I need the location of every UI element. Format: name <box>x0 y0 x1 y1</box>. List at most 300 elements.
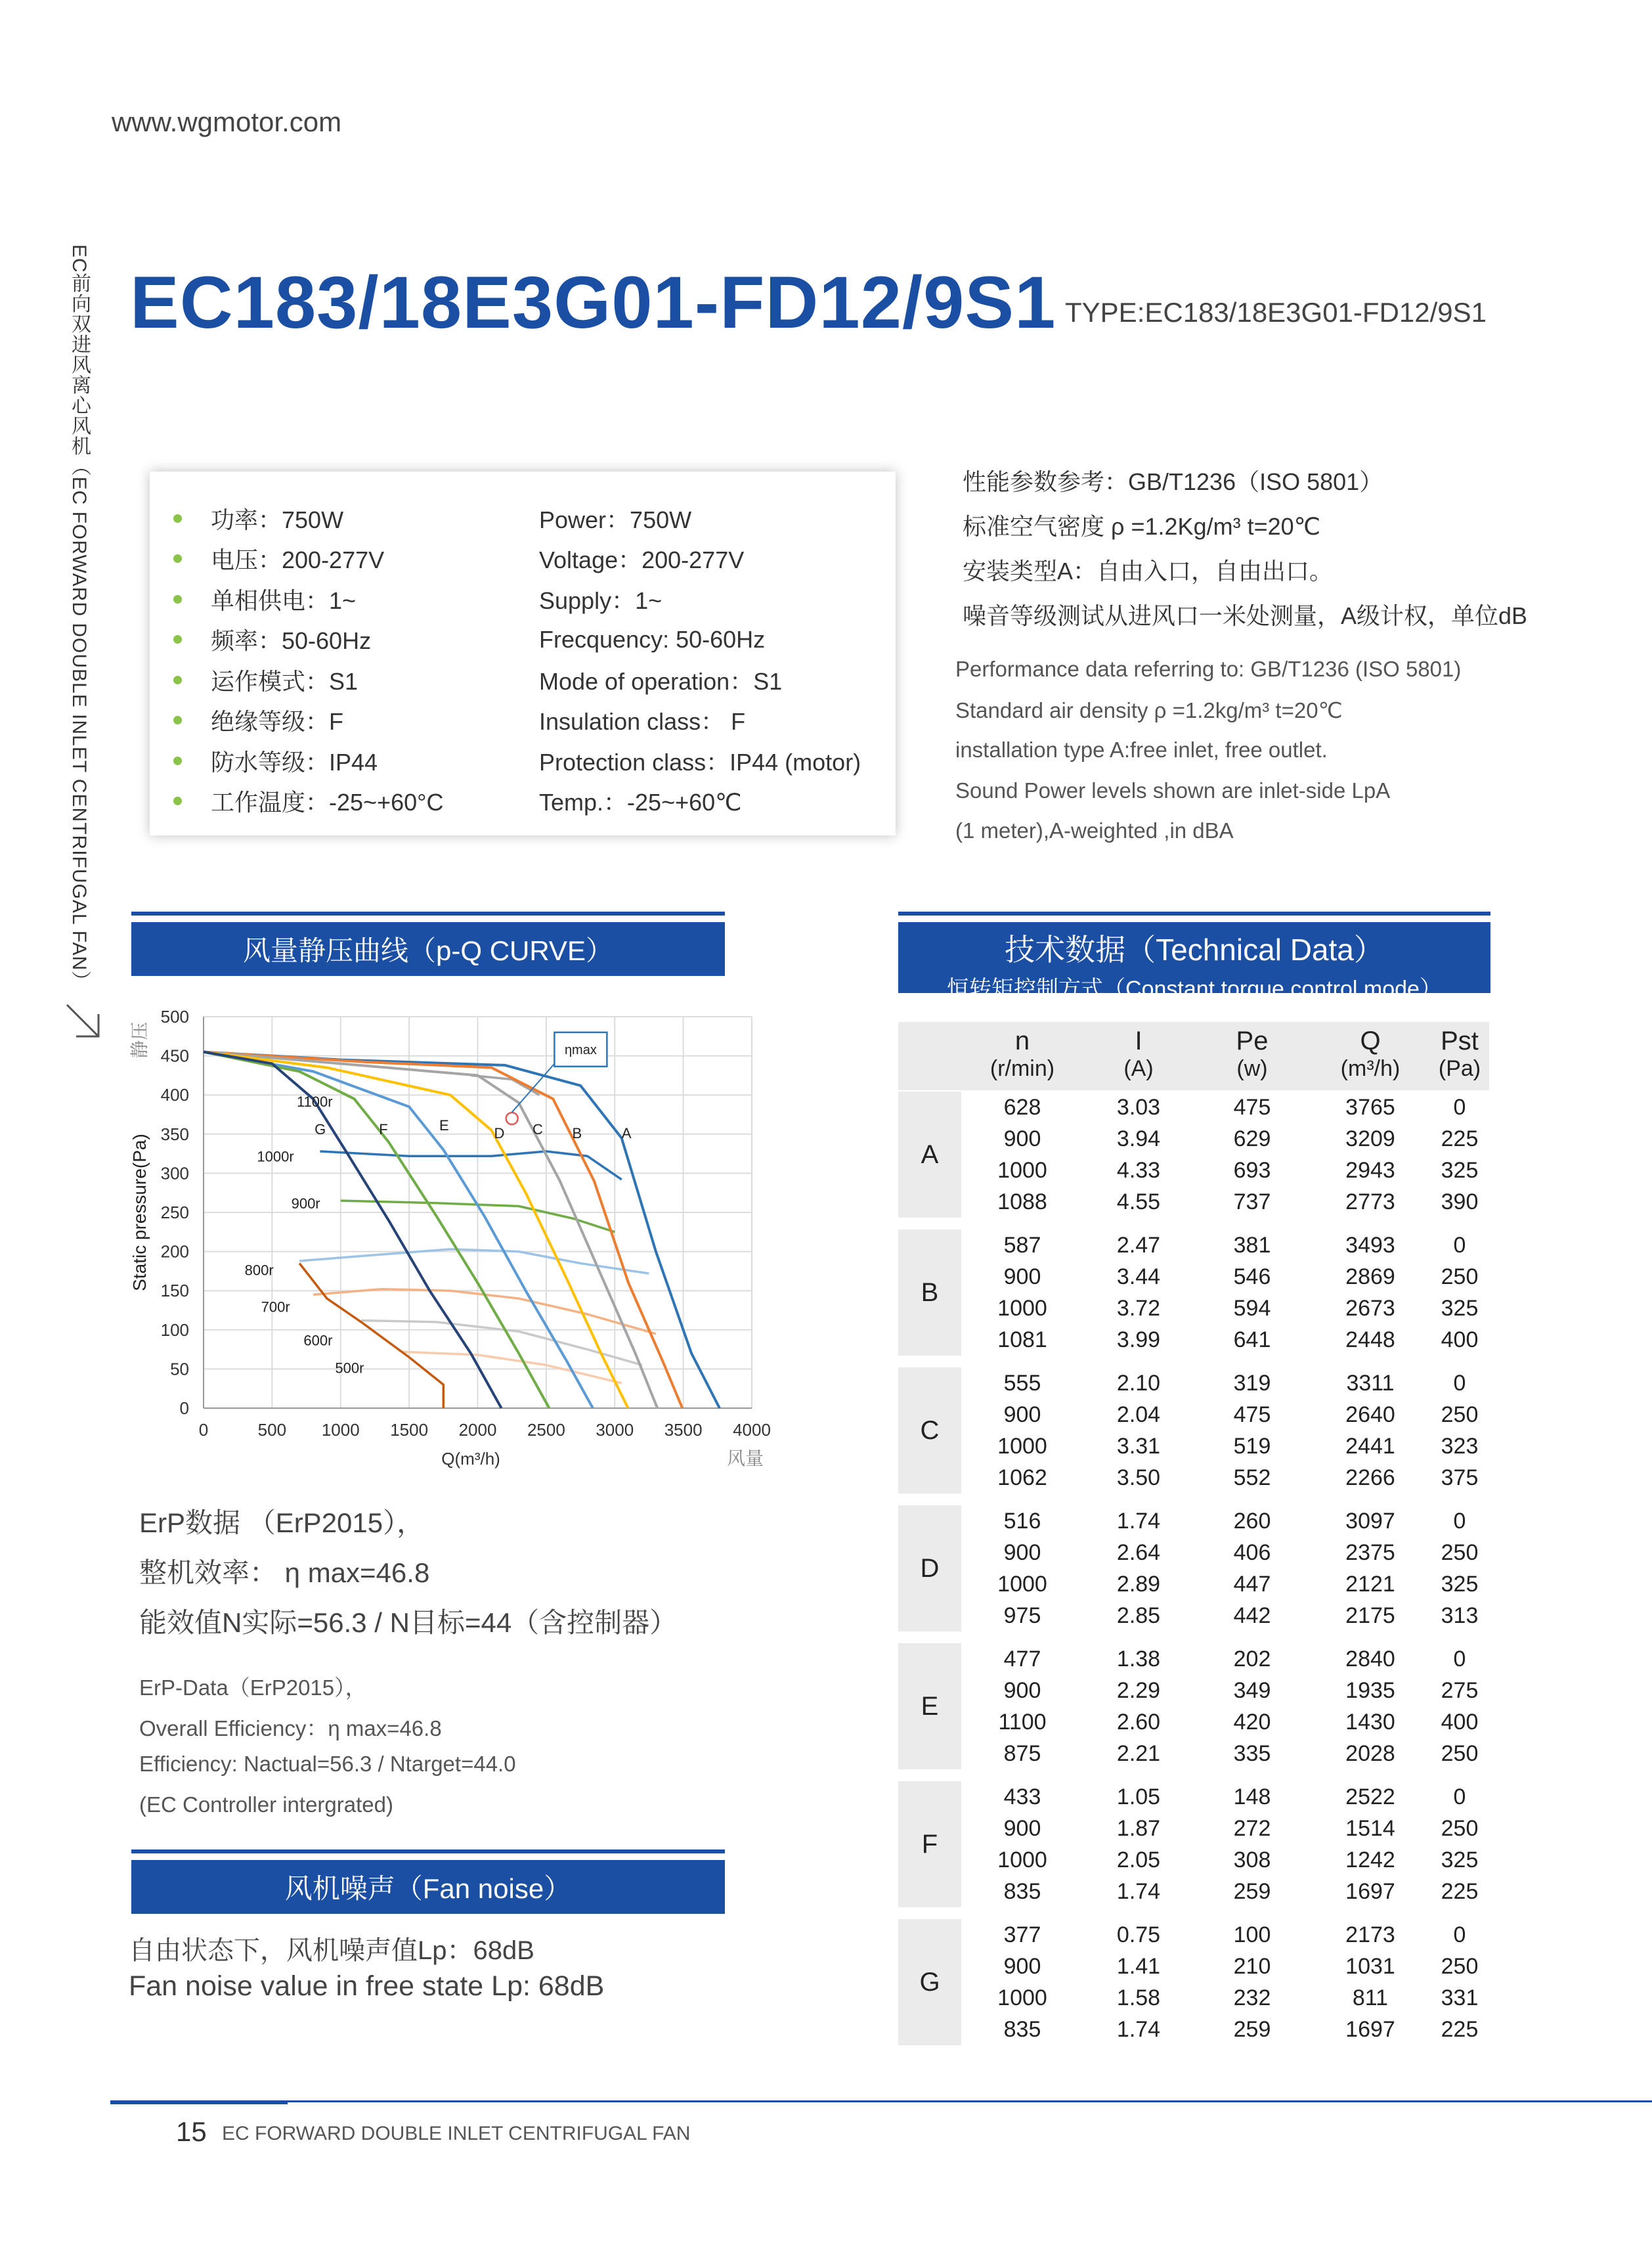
pq-curve-B <box>204 1052 682 1408</box>
table-row <box>961 1813 1489 1844</box>
table-cell: 1000 <box>997 1847 1047 1872</box>
footer-accent <box>110 2100 288 2104</box>
group-rows <box>961 1781 1489 1907</box>
spec-cn: 电压：200-277V <box>211 546 385 573</box>
table-cell: 259 <box>1233 1878 1271 1904</box>
table-cell: 381 <box>1233 1232 1271 1258</box>
table-cell: 2.21 <box>1116 1740 1161 1766</box>
erp-cn-line: 能效值N实际=56.3 / N目标=44（含控制器） <box>139 1607 678 1638</box>
table-row <box>961 1399 1489 1430</box>
table-cell: 2.04 <box>1116 1402 1161 1427</box>
table-cell: 0 <box>1453 1784 1466 1809</box>
group-rows <box>961 1367 1489 1494</box>
table-cell: 3311 <box>1346 1370 1395 1396</box>
table-row <box>961 1643 1489 1675</box>
table-cell: 260 <box>1233 1508 1271 1534</box>
table-row <box>961 1844 1489 1876</box>
y-tick-label: 400 <box>160 1085 189 1105</box>
table-row <box>961 1324 1489 1356</box>
spec-box <box>150 472 896 835</box>
table-row <box>961 1505 1489 1537</box>
table-cell: 2448 <box>1345 1327 1395 1352</box>
table-cell: 2.47 <box>1116 1232 1161 1258</box>
table-cell: 2.10 <box>1116 1370 1161 1396</box>
table-cell: 3.50 <box>1116 1465 1161 1490</box>
table-cell: 400 <box>1441 1709 1479 1735</box>
column-header <box>961 1022 1083 1090</box>
table-cell: 629 <box>1233 1126 1271 1151</box>
table-cell: 225 <box>1441 2016 1479 2042</box>
table-cell: 325 <box>1441 1571 1479 1597</box>
spec-en: Insulation class： F <box>539 708 746 735</box>
table-row <box>961 1186 1489 1218</box>
table-cell: 2.05 <box>1116 1847 1161 1872</box>
table-cell: 3493 <box>1345 1232 1395 1258</box>
curve-letter-label: G <box>315 1120 326 1138</box>
group-rows <box>961 1643 1489 1769</box>
table-cell: 475 <box>1233 1402 1271 1427</box>
table-cell: 1000 <box>997 1985 1047 2010</box>
y-tick-label: 350 <box>160 1124 189 1144</box>
table-group <box>898 1643 1489 1769</box>
table-cell: 375 <box>1441 1465 1479 1490</box>
eta-max-pointer <box>512 1064 555 1113</box>
table-row <box>961 1229 1489 1261</box>
erp-en-line: (EC Controller intergrated) <box>139 1792 393 1817</box>
table-group <box>898 1781 1489 1907</box>
table-cell: 325 <box>1441 1157 1479 1183</box>
table-cell: 1.74 <box>1116 1508 1161 1534</box>
column-header-name: Pst <box>1441 1027 1479 1055</box>
table-cell: 1000 <box>997 1433 1047 1459</box>
group-label: E <box>898 1643 961 1769</box>
spec-row <box>173 659 782 700</box>
reference-cn-line: 标准空气密度 ρ =1.2Kg/m³ t=20℃ <box>963 513 1321 540</box>
x-tick-label: 4000 <box>733 1420 771 1440</box>
table-cell: 308 <box>1233 1847 1271 1872</box>
table-cell: 1062 <box>997 1465 1047 1490</box>
table-cell: 1.74 <box>1116 2016 1161 2042</box>
page-title: EC183/18E3G01-FD12/9S1 <box>130 261 1056 343</box>
table-cell: 835 <box>1003 1878 1041 1904</box>
y-tick-label: 250 <box>160 1203 189 1222</box>
table-cell: 3.72 <box>1116 1295 1161 1321</box>
noise-section-header: 风机噪声（Fan noise） <box>131 1860 725 1914</box>
table-cell: 319 <box>1233 1370 1271 1396</box>
pq-curve-E <box>204 1052 593 1408</box>
table-cell: 594 <box>1233 1295 1271 1321</box>
reference-cn-line: 噪音等级测试从进风口一米处测量，A级计权，单位dB <box>963 602 1528 629</box>
type-label: TYPE:EC183/18E3G01-FD12/9S1 <box>1065 297 1487 328</box>
table-cell: 1697 <box>1345 1878 1395 1904</box>
table-group <box>898 1505 1489 1631</box>
bullet-icon <box>173 676 182 684</box>
table-cell: 546 <box>1233 1264 1271 1289</box>
table-cell: 442 <box>1233 1603 1271 1628</box>
curve-section-header: 风量静压曲线（p-Q CURVE） <box>131 922 725 976</box>
tech-section-header <box>898 922 1490 1002</box>
table-cell: 3.99 <box>1116 1327 1161 1352</box>
column-header-name: Q <box>1360 1027 1381 1055</box>
table-row <box>961 1738 1489 1769</box>
table-cell: 331 <box>1441 1985 1479 2010</box>
column-header-name: Pe <box>1236 1027 1269 1055</box>
tech-header-rule <box>898 912 1490 916</box>
speed-line-1000r <box>320 1151 621 1180</box>
table-cell: 875 <box>1003 1740 1041 1766</box>
pq-curve-F <box>204 1052 550 1408</box>
table-cell: 3097 <box>1345 1508 1395 1534</box>
table-cell: 811 <box>1352 1985 1389 2010</box>
table-cell: 3.31 <box>1116 1433 1161 1459</box>
table-cell: 0 <box>1453 1232 1466 1258</box>
spec-row <box>173 700 745 741</box>
spec-cn: 运作模式：S1 <box>211 667 359 695</box>
spec-row <box>173 498 691 539</box>
group-label: C <box>898 1367 961 1494</box>
table-cell: 835 <box>1003 2016 1041 2042</box>
x-axis-label-cn: 风量 <box>726 1448 764 1469</box>
table-cell: 3765 <box>1345 1094 1395 1120</box>
table-group <box>898 1092 1489 1218</box>
table-cell: 2121 <box>1345 1571 1395 1597</box>
x-tick-label: 3500 <box>664 1420 703 1440</box>
y-tick-label: 100 <box>160 1319 189 1340</box>
table-cell: 2840 <box>1345 1646 1395 1671</box>
table-row <box>961 1781 1489 1813</box>
table-cell: 555 <box>1003 1370 1041 1396</box>
technical-data-table <box>898 1022 1489 2045</box>
reference-cn-line: 安装类型A：自由入口，自由出口。 <box>963 558 1334 585</box>
table-cell: 232 <box>1233 1985 1271 2010</box>
table-cell: 2943 <box>1345 1157 1395 1183</box>
table-cell: 2869 <box>1345 1264 1395 1289</box>
curve-letter-label: D <box>494 1124 505 1141</box>
spec-en: Frecquency: 50-60Hz <box>539 625 766 653</box>
table-cell: 900 <box>1003 1264 1041 1289</box>
table-row <box>961 1261 1489 1293</box>
spec-en: Temp.：-25~+60℃ <box>539 789 742 816</box>
table-cell: 2175 <box>1345 1603 1395 1628</box>
table-cell: 210 <box>1233 1953 1271 1979</box>
y-tick-label: 300 <box>160 1163 189 1184</box>
reference-en-line: Standard air density ρ =1.2kg/m³ t=20℃ <box>955 697 1343 722</box>
group-rows <box>961 1919 1489 2045</box>
tech-title: 技术数据（Technical Data） <box>1005 933 1384 967</box>
eta-max-label: ηmax <box>564 1042 597 1057</box>
column-header-name: n <box>1014 1027 1030 1055</box>
bullet-icon <box>173 514 182 523</box>
column-header <box>1194 1022 1311 1090</box>
table-cell: 323 <box>1441 1433 1479 1459</box>
table-row <box>961 1706 1489 1738</box>
curve-letter-label: C <box>533 1120 543 1138</box>
table-cell: 325 <box>1441 1847 1479 1872</box>
group-label: B <box>898 1229 961 1356</box>
table-cell: 0 <box>1453 1370 1466 1396</box>
table-cell: 0 <box>1453 1094 1466 1120</box>
x-axis-label: Q(m³/h) <box>441 1449 500 1469</box>
table-cell: 900 <box>1003 1126 1041 1151</box>
table-cell: 400 <box>1441 1327 1479 1352</box>
speed-label: 700r <box>261 1298 290 1316</box>
x-tick-label: 1000 <box>321 1420 360 1440</box>
y-tick-label: 450 <box>160 1046 189 1066</box>
x-tick-label: 2500 <box>527 1420 565 1440</box>
table-cell: 313 <box>1441 1603 1479 1628</box>
spec-cn: 防水等级：IP44 <box>211 748 378 776</box>
table-cell: 900 <box>1003 1677 1041 1703</box>
spec-en: Power：750W <box>539 506 692 533</box>
table-cell: 1031 <box>1345 1953 1395 1979</box>
table-cell: 377 <box>1003 1922 1041 1947</box>
table-cell: 349 <box>1233 1677 1271 1703</box>
table-group <box>898 1229 1489 1356</box>
column-header-unit: (A) <box>1123 1056 1154 1081</box>
table-row <box>961 1600 1489 1631</box>
footer-text: EC FORWARD DOUBLE INLET CENTRIFUGAL FAN <box>222 2123 691 2144</box>
column-header <box>1311 1022 1430 1090</box>
spec-cn: 绝缘等级：F <box>211 708 343 735</box>
table-cell: 4.33 <box>1116 1157 1161 1183</box>
table-group <box>898 1919 1489 2045</box>
table-cell: 3.44 <box>1116 1264 1161 1289</box>
table-row <box>961 1876 1489 1907</box>
table-cell: 1514 <box>1345 1815 1395 1841</box>
spec-en: Supply：1~ <box>539 587 663 614</box>
table-cell: 2.85 <box>1116 1603 1161 1628</box>
side-category-text: EC前向双进风离心风机（EC FORWARD DOUBLE INLET CENTRIFUGAL FAN） <box>68 244 90 992</box>
spec-row <box>173 619 765 660</box>
bullet-icon <box>173 595 182 604</box>
table-cell: 225 <box>1441 1126 1479 1151</box>
table-cell: 225 <box>1441 1878 1479 1904</box>
curve-letter-label: E <box>439 1117 449 1134</box>
table-cell: 900 <box>1003 1539 1041 1565</box>
reference-en-line: Sound Power levels shown are inlet-side LpA <box>955 778 1391 803</box>
erp-en-line: ErP-Data（ErP2015）， <box>139 1675 367 1700</box>
table-cell: 406 <box>1233 1539 1271 1565</box>
erp-cn-line: 整机效率： η max=46.8 <box>139 1557 430 1588</box>
table-cell: 737 <box>1233 1189 1271 1214</box>
group-label: D <box>898 1505 961 1631</box>
erp-en-line: Efficiency: Nactual=56.3 / Ntarget=44.0 <box>139 1752 516 1776</box>
table-row <box>961 1293 1489 1324</box>
table-cell: 0.75 <box>1116 1922 1161 1947</box>
x-tick-label: 0 <box>198 1420 209 1440</box>
table-cell: 2773 <box>1345 1189 1395 1214</box>
table-cell: 0 <box>1453 1508 1466 1534</box>
table-cell: 587 <box>1003 1232 1041 1258</box>
reference-en-line: (1 meter),A-weighted ,in dBA <box>955 818 1234 843</box>
table-cell: 1000 <box>997 1157 1047 1183</box>
group-rows <box>961 1505 1489 1631</box>
table-cell: 4.55 <box>1116 1189 1161 1214</box>
speed-label: 500r <box>335 1360 364 1377</box>
table-row <box>961 1123 1489 1155</box>
x-tick-label: 500 <box>257 1420 287 1440</box>
column-header-name: I <box>1135 1027 1142 1055</box>
table-cell: 900 <box>1003 1815 1041 1841</box>
group-rows <box>961 1092 1489 1218</box>
table-cell: 0 <box>1453 1646 1466 1671</box>
y-tick-label: 0 <box>179 1398 189 1418</box>
spec-row <box>173 740 861 781</box>
table-cell: 3.03 <box>1116 1094 1161 1120</box>
table-cell: 3.94 <box>1116 1126 1161 1151</box>
reference-en-line: Performance data referring to: GB/T1236 (ISO 5801) <box>955 657 1462 681</box>
table-cell: 148 <box>1233 1784 1271 1809</box>
table-cell: 272 <box>1233 1815 1271 1841</box>
table-cell: 433 <box>1003 1784 1041 1809</box>
table-cell: 250 <box>1441 1402 1479 1427</box>
table-cell: 0 <box>1453 1922 1466 1947</box>
table-cell: 1.87 <box>1116 1815 1161 1841</box>
table-cell: 325 <box>1441 1295 1479 1321</box>
bullet-icon <box>173 757 182 765</box>
pq-curve-chart <box>118 992 775 1491</box>
table-row <box>961 1675 1489 1706</box>
table-cell: 1081 <box>997 1327 1047 1352</box>
table-cell: 275 <box>1441 1677 1479 1703</box>
speed-label: 1100r <box>296 1094 333 1111</box>
eta-max-marker <box>506 1113 518 1124</box>
group-label: G <box>898 1919 961 2045</box>
bullet-icon <box>173 554 182 563</box>
y-tick-label: 50 <box>170 1359 189 1379</box>
table-cell: 516 <box>1003 1508 1041 1534</box>
y-tick-label: 500 <box>160 1007 189 1027</box>
speed-line-800r <box>299 1249 649 1273</box>
table-cell: 552 <box>1233 1465 1271 1490</box>
header-spacer <box>898 1022 961 1090</box>
y-tick-label: 200 <box>160 1241 189 1262</box>
curve-letter-label: F <box>379 1120 388 1138</box>
arrow-down-right-icon <box>63 1001 102 1040</box>
erp-en-line: Overall Efficiency：η max=46.8 <box>139 1716 442 1740</box>
website-url: www.wgmotor.com <box>112 106 342 137</box>
spec-row <box>173 579 662 619</box>
table-cell: 1100 <box>998 1709 1047 1735</box>
erp-cn-line: ErP数据 （ErP2015）， <box>139 1507 425 1538</box>
table-cell: 900 <box>1003 1402 1041 1427</box>
table-cell: 477 <box>1003 1646 1041 1671</box>
reference-cn-line: 性能参数参考：GB/T1236（ISO 5801） <box>963 468 1383 495</box>
table-row <box>961 2014 1489 2045</box>
spec-cn: 单相供电：1~ <box>211 587 357 614</box>
spec-cn: 频率：50-60Hz <box>211 627 372 654</box>
table-cell: 2.89 <box>1116 1571 1161 1597</box>
tech-subtitle: 恒转矩控制方式（Constant torque control mode） <box>947 977 1442 1002</box>
table-row <box>961 1919 1489 1951</box>
table-row <box>961 1982 1489 2014</box>
table-cell: 447 <box>1233 1571 1271 1597</box>
spec-row <box>173 781 742 822</box>
noise-header-rule <box>131 1849 725 1853</box>
bullet-icon <box>173 716 182 724</box>
table-header <box>898 1022 1489 1090</box>
bullet-icon <box>173 635 182 644</box>
column-header-unit: (m³/h) <box>1340 1056 1401 1081</box>
table-row <box>961 1537 1489 1568</box>
table-row <box>961 1092 1489 1123</box>
x-tick-label: 2000 <box>458 1420 497 1440</box>
spec-en: Mode of operation：S1 <box>539 667 783 695</box>
spec-en: Protection class：IP44 (motor) <box>539 748 861 776</box>
table-cell: 1430 <box>1345 1709 1395 1735</box>
table-row <box>961 1430 1489 1462</box>
spec-row <box>173 539 744 579</box>
table-cell: 2173 <box>1345 1922 1395 1947</box>
table-row <box>961 1155 1489 1186</box>
group-label: A <box>898 1092 961 1218</box>
table-cell: 2.60 <box>1116 1709 1161 1735</box>
table-cell: 475 <box>1233 1094 1271 1120</box>
page-number: 15 <box>176 2116 207 2147</box>
table-cell: 2.29 <box>1116 1677 1161 1703</box>
table-cell: 1088 <box>997 1189 1047 1214</box>
table-cell: 693 <box>1233 1157 1271 1183</box>
y-axis-label: Static pressure(Pa) <box>129 1134 150 1291</box>
table-cell: 2028 <box>1345 1740 1395 1766</box>
y-axis-label-cn: 静压 <box>129 1021 150 1059</box>
column-header-unit: (w) <box>1236 1056 1268 1081</box>
table-group <box>898 1367 1489 1494</box>
table-cell: 420 <box>1233 1709 1271 1735</box>
table-cell: 2441 <box>1345 1433 1395 1459</box>
table-cell: 1.38 <box>1116 1646 1161 1671</box>
speed-label: 800r <box>244 1262 274 1279</box>
x-tick-label: 1500 <box>390 1420 429 1440</box>
table-cell: 100 <box>1233 1922 1271 1947</box>
curve-letter-label: A <box>621 1124 632 1141</box>
table-row <box>961 1367 1489 1399</box>
table-row <box>961 1462 1489 1494</box>
table-row <box>961 1568 1489 1600</box>
table-cell: 2640 <box>1345 1402 1395 1427</box>
table-cell: 1.58 <box>1116 1985 1161 2010</box>
table-cell: 2.64 <box>1116 1539 1161 1565</box>
bullet-icon <box>173 797 182 805</box>
table-cell: 250 <box>1441 1539 1479 1565</box>
column-header <box>1430 1022 1489 1090</box>
column-header-unit: (Pa) <box>1438 1056 1481 1081</box>
table-cell: 202 <box>1233 1646 1271 1671</box>
spec-cn: 功率：750W <box>211 506 344 533</box>
reference-en-line: installation type A:free inlet, free outlet. <box>955 738 1328 762</box>
group-rows <box>961 1229 1489 1356</box>
table-cell: 1000 <box>997 1295 1047 1321</box>
spec-cn: 工作温度：-25~+60°C <box>211 789 444 816</box>
table-cell: 3209 <box>1345 1126 1395 1151</box>
table-cell: 900 <box>1003 1953 1041 1979</box>
table-row <box>961 1951 1489 1982</box>
group-label: F <box>898 1781 961 1907</box>
y-tick-label: 150 <box>160 1281 189 1301</box>
table-cell: 250 <box>1441 1953 1479 1979</box>
table-cell: 1.74 <box>1116 1878 1161 1904</box>
table-cell: 2673 <box>1345 1295 1395 1321</box>
table-cell: 2266 <box>1345 1465 1395 1490</box>
table-cell: 250 <box>1441 1264 1479 1289</box>
table-cell: 1000 <box>997 1571 1047 1597</box>
column-header-unit: (r/min) <box>989 1056 1055 1081</box>
x-tick-label: 3000 <box>596 1420 634 1440</box>
table-cell: 1.41 <box>1116 1953 1161 1979</box>
table-cell: 250 <box>1441 1815 1479 1841</box>
speed-label: 900r <box>291 1195 320 1212</box>
speed-label: 1000r <box>257 1148 294 1165</box>
